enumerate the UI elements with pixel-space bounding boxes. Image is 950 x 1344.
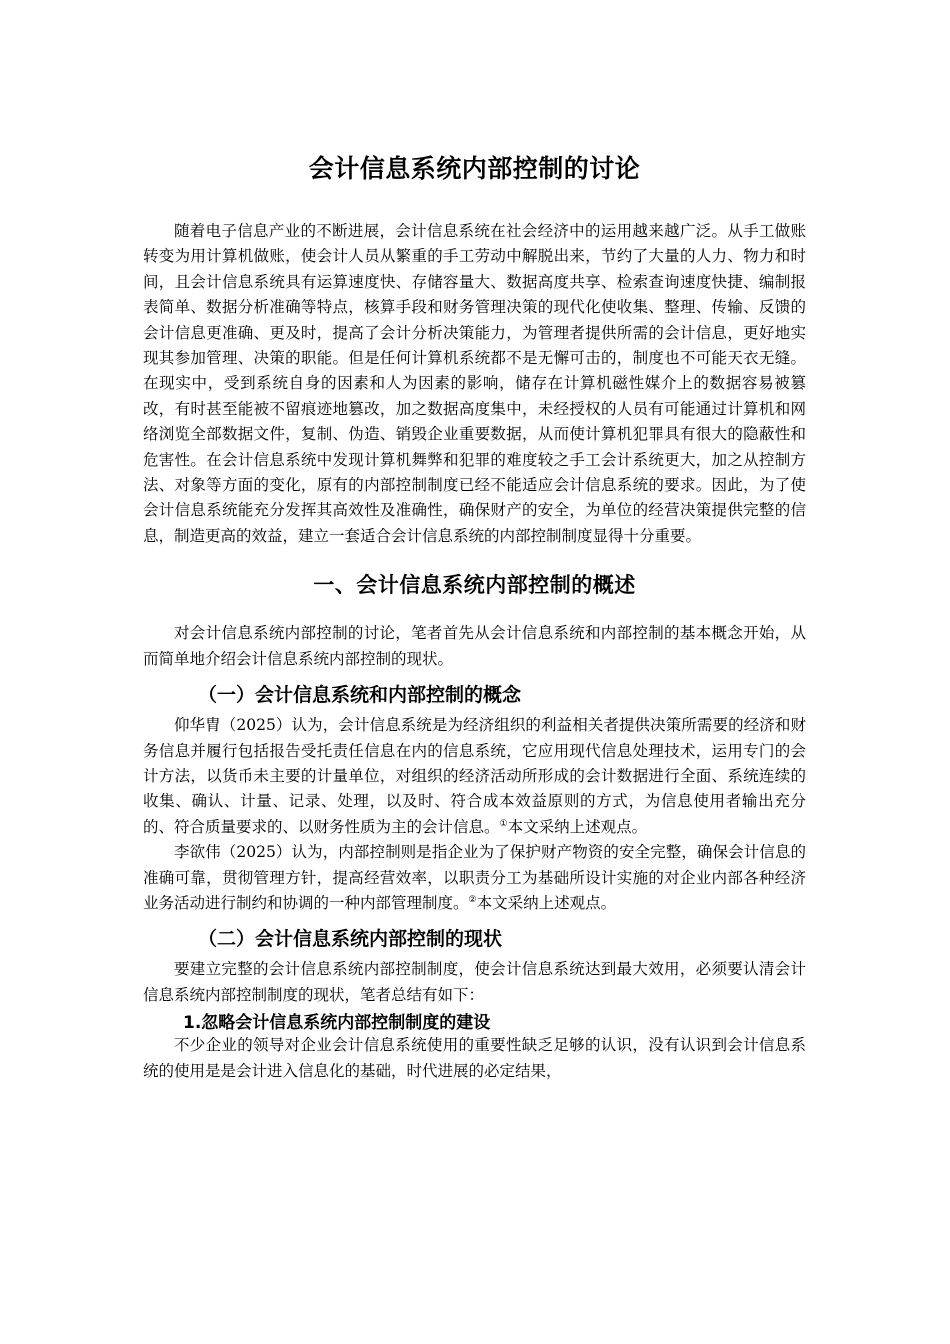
subsection-heading-status: （二）会计信息系统内部控制的现状 xyxy=(198,928,503,951)
item-paragraph: 不少企业的领导对企业会计信息系统使用的重要性缺乏足够的认识，没有认识到会计信息系统的使用是是会计进入信息化的基础，时代进展的必定结果， xyxy=(143,1036,806,1080)
section-heading: 一、会计信息系统内部控制的概述 xyxy=(313,573,636,598)
paragraph-text: 仰华胄（2025）认为，会计信息系统是为经济组织的利益相关者提供决策所需要的经济和财务信息并履行包括报告受托责任信息在内的信息系统，它应用现代信息处理技术，运用专门的会计方法，以货币未主要的计量单位，对组织的经济活动所形成的会计数据进行全面、系统连续的收集、确认、计量、记录、处理，以及时、符合成本效益原则的方式，为信息使用者输出充分的、符合质量要求的、以财务性质为主的会计信息。 xyxy=(143,716,806,836)
section-intro-paragraph: 对会计信息系统内部控制的讨论，笔者首先从会计信息系统和内部控制的基本概念开始，从而简单地介绍会计信息系统内部控制的现状。 xyxy=(143,624,806,668)
concept-paragraph-accounting-system xyxy=(143,713,806,840)
status-intro-paragraph: 要建立完整的会计信息系统内部控制制度，使会计信息系统达到最大效用，必须要认清会计信息系统内部控制制度的现状，笔者总结有如下： xyxy=(143,960,806,1004)
document-body xyxy=(143,148,806,1084)
paragraph-tail: 本文采纳上述观点。 xyxy=(507,817,648,836)
subsection-heading-concepts: （一）会计信息系统和内部控制的概念 xyxy=(198,684,522,707)
footnote-marker: ② xyxy=(468,894,477,905)
paragraph-tail: 本文采纳上述观点。 xyxy=(476,893,617,912)
document-title: 会计信息系统内部控制的讨论 xyxy=(308,154,641,183)
intro-paragraph: 随着电子信息产业的不断进展，会计信息系统在社会经济中的运用越来越广泛。从手工做账转变为用计算机做账，使会计人员从繁重的手工劳动中解脱出来，节约了大量的人力、物力和时间，且会计信息系统具有运算速度快、存储容量大、数据高度共享、检索查询速度快捷、编制报表简单、数据分析准确等特点，核算手段和财务管理决策的现代化使收集、整理、传输、反馈的会计信息更准确、更及时，提高了会计分析决策能力，为管理者提供所需的会计信息，更好地实现其参加管理、决策的职能。但是任何计算机系统都不是无懈可击的，制度也不可能天衣无缝。在现实中，受到系统自身的因素和人为因素的影响，储存在计算机磁性媒介上的数据容易被篡改，有时甚至能被不留痕迹地篡改，加之数据高度集中，未经授权的人员有可能通过计算机和网络浏览全部数据文件，复制、伪造、销毁企业重要数据，从而使计算机犯罪具有很大的隐蔽性和危害性。在会计信息系统中发现计算机舞弊和犯罪的难度较之手工会计系统更大，加之从控制方法、对象等方面的变化，原有的内部控制制度已经不能适应会计信息系统的要求。因此，为了使会计信息系统能充分发挥其高效性及准确性，确保财产的安全，为单位的经营决策提供完整的信息，制造更高的效益，建立一套适合会计信息系统的内部控制制度显得十分重要。 xyxy=(143,222,806,545)
paragraph-text: 李欲伟（2025）认为，内部控制则是指企业为了保护财产物资的安全完整，确保会计信息的准确可靠，贯彻管理方针，提高经营效率，以职责分工为基础所设计实施的对企业内部各种经济业务活动进行制约和协调的一种内部管理制度。 xyxy=(143,843,806,912)
footnote-marker: ① xyxy=(499,818,508,829)
concept-paragraph-internal-control xyxy=(143,840,806,916)
item-heading: 1.忽略会计信息系统内部控制制度的建设 xyxy=(183,1013,491,1034)
